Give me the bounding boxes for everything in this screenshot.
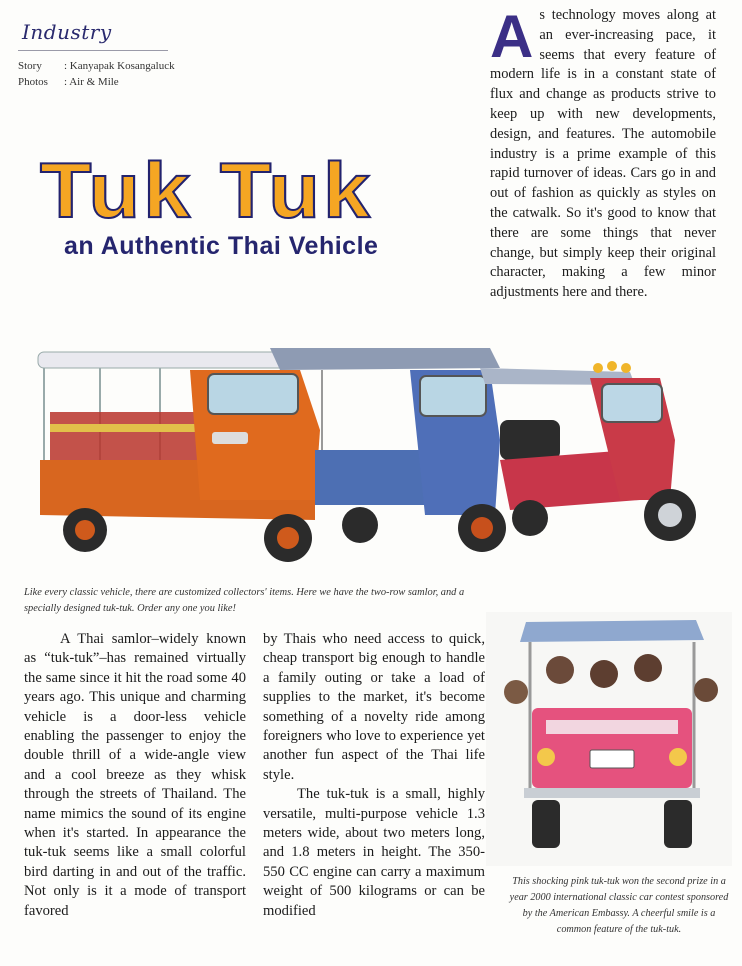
tuk-tuk-lineup-photo [30, 340, 710, 580]
credit-value: : Kanyapak Kosangaluck [64, 60, 175, 72]
body-column-1 [24, 630, 246, 921]
body-paragraph: by Thais who need access to quick, cheap transport big enough to handle a family outing or take a load of supplies to the market, it's become something of a novelty ride among foreigners who love to experience yet another fun aspect of the Thai life style. [263, 631, 485, 783]
intro-text: s technology moves along at an ever-increasing pace, it seems that every feature of modern life is in a constant state of flux and change as products strive to keep up with new developments, design, and features. The automobile industry is a prime example of this rapid turnover of ideas. Cars go in and out of fashion as quickly as styles on the catwalk. So it's good to know that there are some things that never change, but simply keep their original character, making a few minor adjustments here and there. [490, 7, 716, 301]
red-custom-tuk-tuk-illustration [480, 361, 696, 541]
credits [18, 58, 175, 90]
body-column-2 [263, 630, 485, 921]
orange-samlor-illustration [38, 352, 320, 562]
credit-label: Photos [18, 76, 48, 88]
intro-paragraph [490, 3, 716, 303]
body-paragraph: A Thai samlor–widely known as “tuk-tuk”–has remained virtually the same since it hit the road some 40 years ago. This unique and charming vehicle is a door-less vehicle enabling the passenger to enjoy the double thrill of a wide-angle view and a cool breeze as they whisk through the streets of Thailand. The name mimics the sound of its engine when it's started. In appearance the tuk-tuk seems like a small colorful bird darting in and out of the traffic. Not only is it a mode of transport favored [24, 631, 246, 919]
section-divider [18, 50, 168, 51]
main-photo-caption: Like every classic vehicle, there are customized collectors' items. Here we have the two-row samlor, and a specially designed tuk-tuk. Order any one you like! [24, 587, 465, 614]
credit-label: Story [18, 60, 42, 72]
article-title: Tuk Tuk [40, 146, 374, 234]
pink-tuk-tuk-photo [486, 612, 732, 866]
section-tag: Industry [22, 20, 112, 44]
body-paragraph: The tuk-tuk is a small, highly versatile, multi-purpose vehicle 1.3 meters wide, about two meters long, and 1.8 meters in height. The 350-550 CC engine can carry a maximum weight of 500 kilograms or can be modified [263, 786, 485, 919]
drop-cap: A [490, 3, 534, 70]
article-subtitle: an Authentic Thai Vehicle [64, 232, 379, 260]
pink-photo-caption: This shocking pink tuk-tuk won the second prize in a year 2000 international classic car contest sponsored by the American Embassy. A cheerful smile is a common feature of the tuk-tuk. [509, 876, 729, 935]
credit-value: : Air & Mile [64, 76, 119, 88]
credit-photos [18, 74, 175, 90]
credit-story [18, 58, 175, 74]
